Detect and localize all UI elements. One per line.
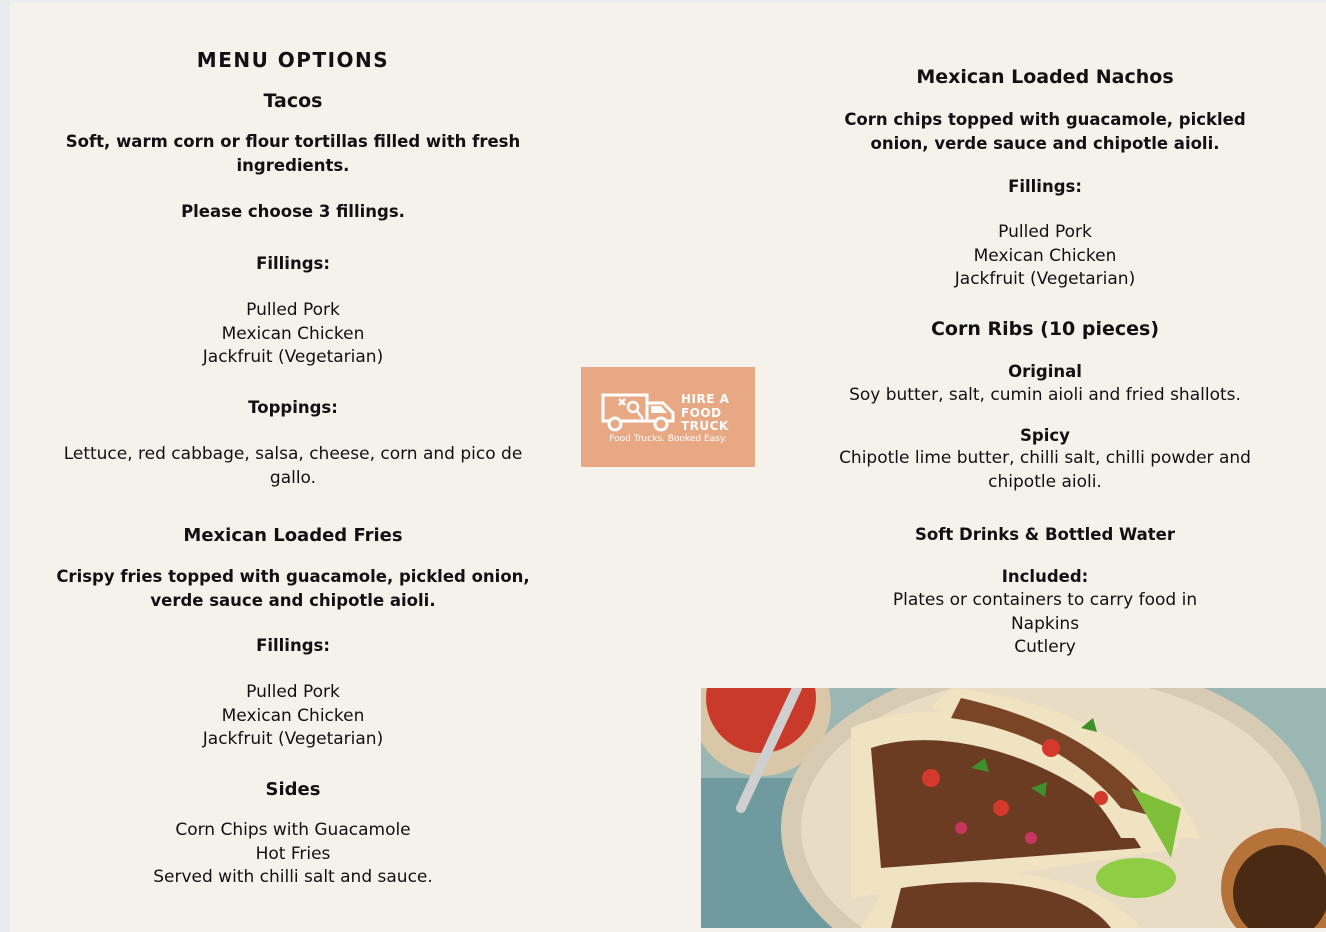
corn-ribs-spicy-desc: Chipotle lime butter, chilli salt, chilli powder and chipotle aioli.	[839, 448, 1251, 492]
nachos-title: Mexican Loaded Nachos	[916, 66, 1174, 88]
list-item: Plates or containers to carry food in	[892, 590, 1198, 610]
sides-title: Sides	[265, 779, 321, 800]
nachos-fillings-list	[820, 221, 1270, 292]
fries-description: Crispy fries topped with guacamole, pickled onion, verde sauce and chipotle aioli.	[56, 567, 530, 610]
tacos-choose-note: Please choose 3 fillings.	[181, 202, 405, 221]
list-item: Corn Chips with Guacamole	[175, 820, 411, 840]
list-item: Pulled Pork	[246, 300, 340, 320]
list-item: Cutlery	[1014, 637, 1076, 657]
menu-title: MENU OPTIONS	[196, 48, 390, 72]
logo-line: TRUCK	[681, 419, 729, 433]
list-item: Mexican Chicken	[973, 245, 1117, 266]
corn-ribs-title: Corn Ribs (10 pieces)	[930, 318, 1160, 340]
tacos-description: Soft, warm corn or flour tortillas filled with fresh ingredients.	[65, 132, 521, 175]
list-item: Served with chilli salt and sauce.	[153, 867, 433, 887]
list-item: Hot Fries	[255, 843, 331, 864]
sides-list	[40, 819, 546, 890]
logo-line: HIRE A	[681, 392, 730, 406]
included-list	[820, 589, 1270, 660]
fries-fillings-label: Fillings:	[256, 636, 330, 655]
corn-ribs-original-desc: Soy butter, salt, cumin aioli and fried shallots.	[849, 385, 1241, 405]
logo-tagline: Food Trucks. Booked Easy.	[609, 434, 727, 444]
nachos-fillings-label: Fillings:	[1008, 177, 1082, 196]
fries-title: Mexican Loaded Fries	[183, 525, 403, 546]
list-item: Pulled Pork	[246, 682, 340, 702]
list-item: Pulled Pork	[998, 222, 1092, 242]
tacos-illustration	[701, 688, 1326, 928]
food-truck-icon	[599, 387, 683, 433]
included-label: Included:	[1001, 567, 1089, 586]
logo-line: FOOD	[681, 405, 722, 420]
list-item: Mexican Chicken	[221, 323, 365, 344]
menu-page	[10, 2, 1326, 932]
tacos-toppings-label: Toppings:	[248, 398, 338, 417]
tacos-toppings-text: Lettuce, red cabbage, salsa, cheese, corn and pico de gallo.	[63, 444, 523, 488]
nachos-description: Corn chips topped with guacamole, pickled onion, verde sauce and chipotle aioli.	[844, 110, 1246, 153]
fries-fillings-list	[40, 681, 546, 752]
corn-ribs-original-label: Original	[1008, 362, 1082, 381]
drinks-line: Soft Drinks & Bottled Water	[915, 525, 1175, 544]
list-item: Napkins	[1010, 613, 1080, 634]
tacos-fillings-list	[40, 299, 546, 370]
tacos-fillings-label: Fillings:	[256, 254, 330, 273]
list-item: Jackfruit (Vegetarian)	[202, 729, 384, 749]
corn-ribs-spicy-label: Spicy	[1020, 426, 1070, 445]
tacos-photo	[701, 688, 1326, 928]
list-item: Jackfruit (Vegetarian)	[954, 269, 1136, 289]
tacos-title: Tacos	[263, 90, 323, 112]
list-item: Jackfruit (Vegetarian)	[202, 347, 384, 367]
list-item: Mexican Chicken	[221, 705, 365, 726]
hire-a-food-truck-logo	[581, 367, 755, 467]
logo-brand-text	[681, 393, 729, 434]
